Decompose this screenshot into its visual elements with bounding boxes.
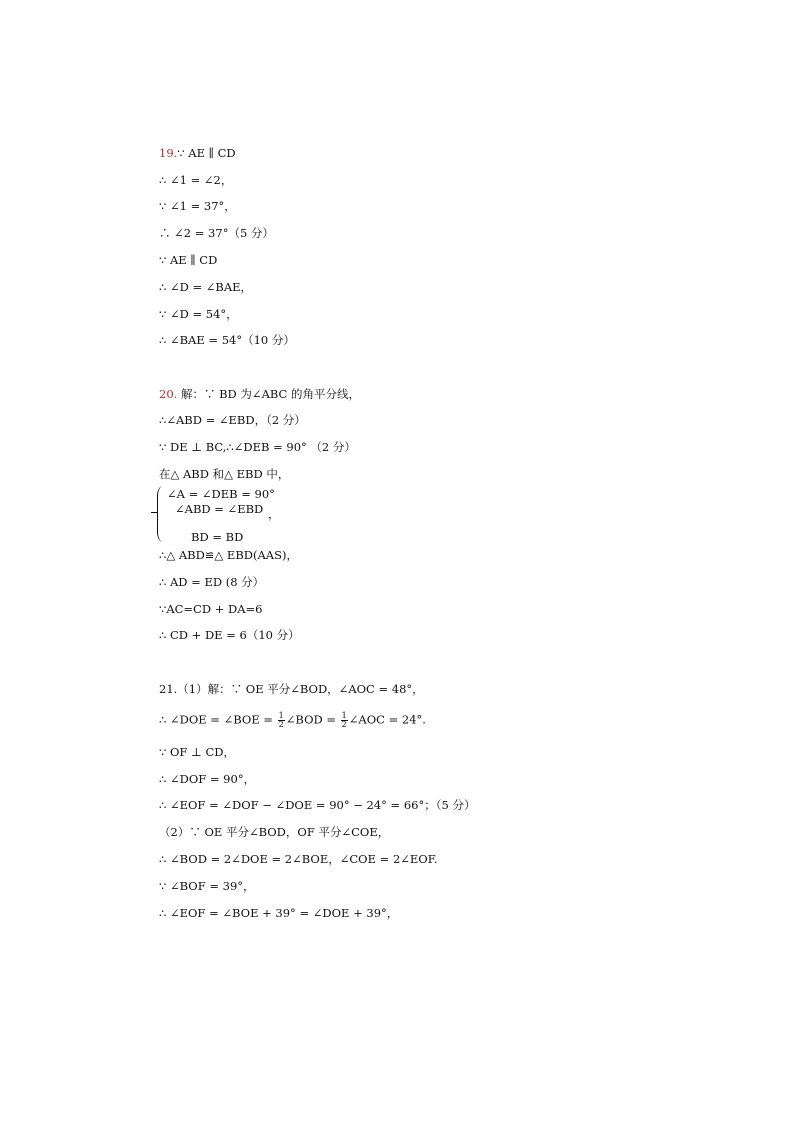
- q20-system-1: ∠A = ∠DEB = 90°: [167, 487, 275, 501]
- q21-line-1: 21.（1）解：∵ OE 平分∠BOD，∠AOC = 48°，: [159, 682, 424, 696]
- q20-line-8: ∴ CD + DE = 6（10 分）: [159, 628, 300, 642]
- q21-line-7: ∴ ∠BOD = 2∠DOE = 2∠BOE，∠COE = 2∠EOF.: [159, 852, 438, 866]
- q19-line-2: ∴ ∠1 = ∠2，: [159, 173, 233, 187]
- q19-line-1: [159, 146, 236, 160]
- q21-line-6: （2）∵ OE 平分∠BOD，OF 平分∠COE，: [159, 825, 390, 839]
- system-brace-tip: [151, 512, 157, 513]
- q20-system-3: BD = BD: [191, 530, 244, 544]
- q21-line-4: ∴ ∠DOF = 90°，: [159, 772, 256, 786]
- q20-line-7: ∵AC=CD + DA=6: [159, 602, 263, 616]
- q19-line-5: ∵ AE ∥ CD: [159, 253, 218, 267]
- system-brace: [157, 486, 165, 542]
- q21-line-3: ∵ OF ⊥ CD，: [159, 745, 236, 759]
- q19-line-4: ∴ ∠2 = 37°（5 分）: [159, 226, 274, 240]
- q19-number: 19.: [159, 146, 178, 160]
- q20-line-5: ∴△ ABD≌△ EBD(AAS)，: [159, 548, 298, 562]
- q21-line-9: ∴ ∠EOF = ∠BOE + 39° = ∠DOE + 39°，: [159, 906, 399, 920]
- fraction-half-2: $\frac{1}{2}$: [341, 711, 347, 729]
- q20-system-tail: ，: [268, 507, 280, 521]
- q21-line-8: ∵ ∠BOF = 39°，: [159, 879, 255, 893]
- q21-line-5: ∴ ∠EOF = ∠DOF − ∠DOE = 90° − 24° = 66°；（5 分）: [159, 798, 476, 812]
- q20-number: 20.: [159, 387, 178, 401]
- q19-line-1-text: ∵ AE ∥ CD: [177, 146, 236, 160]
- q20-system-2: ∠ABD = ∠EBD: [175, 502, 264, 516]
- q20-line-2: ∴∠ABD = ∠EBD，（2 分）: [159, 413, 306, 427]
- q20-line-3: ∵ DE ⊥ BC,∴∠DEB = 90° （2 分）: [159, 440, 356, 454]
- q20-line-4: 在△ ABD 和△ EBD 中，: [159, 467, 290, 481]
- q21-line-2: ∴ ∠DOE = ∠BOE = $\frac{1}{2}$ ∠BOD = $\frac{1}{2}$ ∠AOC = 24°.: [159, 711, 426, 729]
- q19-line-8: ∴ ∠BAE = 54°（10 分）: [159, 333, 295, 347]
- q19-line-6: ∴ ∠D = ∠BAE，: [159, 280, 253, 294]
- q19-line-7: ∵ ∠D = 54°，: [159, 307, 238, 321]
- q20-line-1: [159, 387, 360, 401]
- q20-line-6: ∴ AD = ED (8 分）: [159, 575, 265, 589]
- q20-line-1-text: 解：∵ BD 为∠ABC 的角平分线，: [177, 387, 360, 401]
- fraction-half-1: $\frac{1}{2}$: [278, 711, 284, 729]
- q19-line-3: ∵ ∠1 = 37°，: [159, 199, 236, 213]
